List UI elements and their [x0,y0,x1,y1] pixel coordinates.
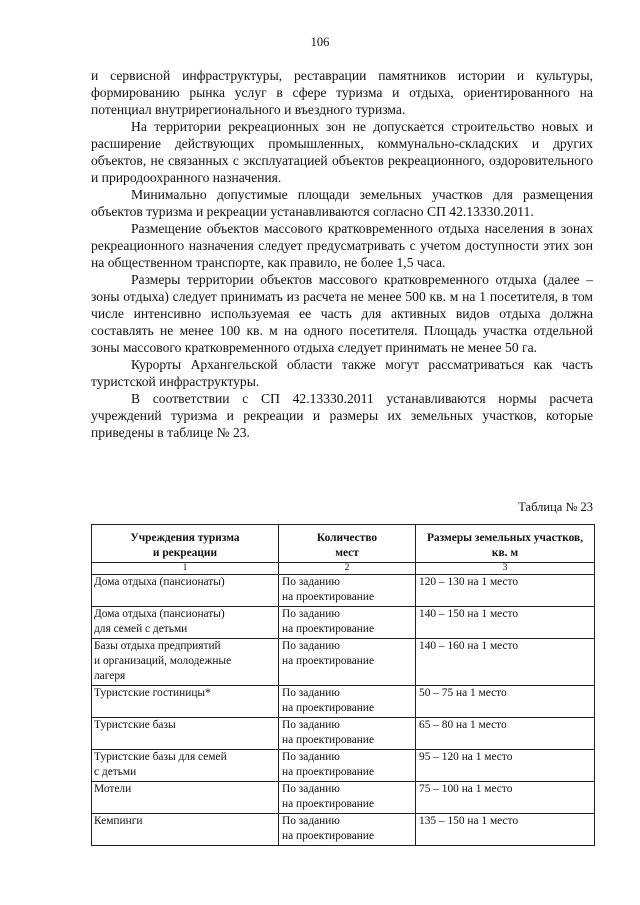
header-facility-line-1: Учреждения туризма [130,532,240,544]
header-size-line-1: Размеры земельных участков, [426,532,584,544]
header-size [416,525,595,563]
column-number: 3 [416,563,595,575]
places-line: По заданию [282,719,340,731]
size-cell: 135 – 150 на 1 место [416,814,595,846]
header-facility-line-2: и рекреации [152,547,218,559]
places-cell [279,782,416,814]
facility-cell [92,750,279,782]
places-line: на проектирование [282,798,375,810]
facility-name-line: Туристские базы для семей [94,751,227,763]
places-line: По заданию [282,815,340,827]
places-line: на проектирование [282,830,375,842]
paragraph-1: и сервисной инфраструктуры, реставрации памятников истории и культуры, формированию рынка услуг в сфере туризма и отдыха, ориентированного на потенциал внутрирегионального и въездного туризма. [91,68,593,117]
column-number: 2 [279,563,416,575]
places-line: По заданию [282,687,340,699]
header-size-line-2: кв. м [491,547,519,559]
facility-name-line: и организаций, молодежные [94,655,232,667]
facility-name-line: Дома отдыха (пансионаты) [94,608,225,620]
places-line: По заданию [282,608,340,620]
places-cell [279,686,416,718]
facility-name-line: лагеря [94,670,126,682]
table-row [92,718,595,750]
places-line: на проектирование [282,623,375,635]
places-cell [279,575,416,607]
size-cell: 50 – 75 на 1 место [416,686,595,718]
facility-cell [92,782,279,814]
places-line: на проектирование [282,766,375,778]
size-cell: 120 – 130 на 1 место [416,575,595,607]
places-line: на проектирование [282,702,375,714]
size-cell: 140 – 160 на 1 место [416,639,595,686]
table-header-row [92,525,595,563]
facility-cell [92,686,279,718]
places-cell [279,718,416,750]
header-places [279,525,416,563]
places-line: на проектирование [282,655,375,667]
places-line: на проектирование [282,734,375,746]
places-cell [279,607,416,639]
facility-cell [92,718,279,750]
facility-name-line: для семей с детьми [94,623,188,635]
table-row [92,686,595,718]
places-line: По заданию [282,640,340,652]
table-row [92,575,595,607]
header-facility [92,525,279,563]
size-cell: 75 – 100 на 1 место [416,782,595,814]
places-cell [279,639,416,686]
table-row [92,639,595,686]
facility-name-line: Кемпинги [94,815,143,827]
facility-cell [92,575,279,607]
size-cell: 95 – 120 на 1 место [416,750,595,782]
places-line: По заданию [282,783,340,795]
header-places-line-2: мест [335,547,359,559]
paragraph-5: Размеры территории объектов массового кратковременного отдыха (далее – зоны отдыха) следует принимать из расчета не менее 500 кв. м на 1 посетителя, в том числе интенсивно используемая ее часть для активных видов отдыха должна составлять не менее 100 кв. м на одного посетителя. Площадь участка отдельной зоны массового кратковременного отдыха следует принимать не менее 50 га. [91,272,593,355]
places-line: на проектирование [282,591,375,603]
facility-cell [92,607,279,639]
facility-cell [92,814,279,846]
column-number: 1 [92,563,279,575]
facility-name-line: Базы отдыха предприятий [94,640,221,652]
facility-name-line: Туристские гостиницы* [94,687,211,699]
table-row [92,607,595,639]
size-cell: 140 – 150 на 1 место [416,607,595,639]
table-row [92,782,595,814]
facility-name-line: с детьми [94,766,137,778]
paragraph-4: Размещение объектов массового кратковременного отдыха населения в зонах рекреационного назначения следует предусматривать с учетом доступности этих зон на общественном транспорте, как правило, не более 1,5 часа. [91,221,593,270]
paragraph-7: В соответствии с СП 42.13330.2011 устанавливаются нормы расчета учреждений туризма и рекреации и размеры их земельных участков, которые приведены в таблице № 23. [91,391,593,440]
table-row [92,814,595,846]
facility-name-line: Туристские базы [94,719,176,731]
places-cell [279,814,416,846]
paragraph-3: Минимально допустимые площади земельных участков для размещения объектов туризма и рекреации устанавливаются согласно СП 42.13330.2011. [91,187,593,219]
paragraph-2: На территории рекреационных зон не допускается строительство новых и расширение действующих промышленных, коммунально-складских и других объектов, не связанных с эксплуатацией объектов рекреационного, оздоровительного и природоохранного назначения. [91,119,593,185]
body-text [91,67,593,441]
column-number-row [92,563,595,575]
places-line: По заданию [282,576,340,588]
facility-name-line: Мотели [94,783,132,795]
places-line: По заданию [282,751,340,763]
header-places-line-1: Количество [316,532,378,544]
facility-cell [92,639,279,686]
paragraph-6: Курорты Архангельской области также могут рассматриваться как часть туристской инфраструктуры. [91,357,593,389]
places-cell [279,750,416,782]
facility-name-line: Дома отдыха (пансионаты) [94,576,225,588]
facilities-table [91,524,595,846]
table-row [92,750,595,782]
table-caption: Таблица № 23 [518,500,593,514]
size-cell: 65 – 80 на 1 место [416,718,595,750]
page-number: 106 [310,35,330,49]
